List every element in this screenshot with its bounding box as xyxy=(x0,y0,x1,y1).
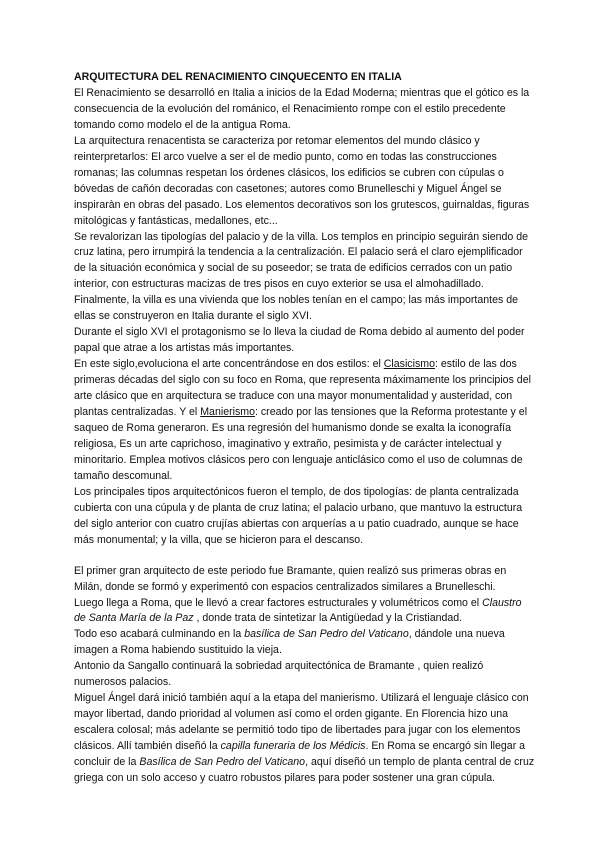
paragraph-gap xyxy=(74,549,536,564)
claustro-text-c: , donde trata de sintetizar la Antigüedad y la Cristiandad. xyxy=(193,612,463,625)
paragraph-sangallo: Antonio da Sangallo continuará la sobriedad arquitectónica de Bramante , quien realizó numerosos palacios. xyxy=(74,660,484,689)
miguel-text-e: , aquí diseñó un templo de planta central de cruz griega con un solo acceso y cuatro robustos pilares para poder sostener una gran cúpula. xyxy=(74,756,535,784)
basilica-title-2: Basílica de San Pedro del Vaticano xyxy=(139,756,306,769)
paragraph-basilica xyxy=(74,627,536,659)
basilica-text-c: , dándole una nueva imagen a Roma habiendo sustituido la vieja. xyxy=(74,628,505,657)
clasicismo-term: Clasicismo xyxy=(383,358,435,371)
miguel-text-c: . En Roma se encargó sin llegar a concluir de la xyxy=(74,740,526,769)
basilica-text-a: Todo eso acabará culminando en la xyxy=(74,628,245,641)
paragraph-characteristics: La arquitectura renacentista se caracteriza por retomar elementos del mundo clásico y reinterpretarlos: El arco vuelve a ser el de medio punto, como en todas las construcciones romanas; las columnas respetan los órdenes clásicos, los edificios se cubren con cúpulas o bóvedas de cañón decoradas con casetones; autores como Brunelleschi y Miguel Ángel se inspiraràn en obras del pasado. Los elementos decorativos son los grutescos, guirnaldas, figuras mitológicas y fantásticas, medallones, etc... xyxy=(74,134,530,227)
document-title: ARQUITECTURA DEL RENACIMIENTO CINQUECENTO EN ITALIA xyxy=(74,71,402,83)
miguel-text-a: Miguel Ángel dará inició también aquí a la etapa del manierismo. Utilizará el lenguaje clásico con mayor libertad, dando prioridad al volumen así como el orden gigante. En Florencia hizo una escalera colosal; más adelante se permitió todo tipo de libertades para jugar con los elementos clásicos. Allí también diseñó la xyxy=(74,692,529,753)
paragraph-typologies: Se revalorizan las tipologías del palacio y de la villa. Los templos en principio seguirán siendo de cruz latina, pero irrumpirá la tendencia a la centralización. El palacio será el claro ejemplificador de la situación económica y social de su poseedor; se trata de edificios cerrados con un patio interior, con estructuras macizas de tres pisos en cuyo exterior se usa el almohadillado. xyxy=(74,230,529,291)
claustro-title: Claustro de Santa María de la Paz xyxy=(74,596,522,625)
capilla-title: capilla funeraria de los Médicis xyxy=(220,740,366,753)
paragraph-architectural-types: Los principales tipos arquitectónicos fueron el templo, de dos tipologías: de planta centralizada cubierta con una cúpula y de planta de cruz latina; el palacio urbano, que mantuvo la estructura del siglo anterior con cuatro crujías abiertas con arquerías a u patio cuadrado, aunque se hace más monumental; y la villa, que se hicieron para el descanso. xyxy=(74,485,523,546)
paragraph-styles xyxy=(74,357,536,485)
paragraph-claustro xyxy=(74,596,536,628)
document-page xyxy=(74,70,536,787)
claustro-text-a: Luego llega a Roma, que le llevó a crear factores estructurales y volumétricos como el xyxy=(74,596,483,609)
paragraph-miguel-angel xyxy=(74,691,536,787)
paragraph-bramante: El primer gran arquitecto de este periodo fue Bramante, quien realizó sus primeras obras en Milán, donde se formó y experimentó con espacios centralizados similares a Brunelleschi. xyxy=(74,564,507,593)
styles-text-e: : creado por las tensiones que la Reforma protestante y el saqueo de Roma generaron. Es una regresión del humanismo donde se exalta la iconografía religiosa, Es un arte caprichoso, imaginativo y extraño, pesimista y de carácter intelectual y minoritario. Emplea motivos clásicos pero con lenguaje anticlásico como el uso de columnas de tamaño descomunal. xyxy=(74,406,528,482)
paragraph-rome: Durante el siglo XVI el protagonismo se lo lleva la ciudad de Roma debido al aumento del poder papal que atrae a los artistas más importantes. xyxy=(74,326,525,355)
styles-text-c: : estilo de las dos primeras décadas del siglo con su foco en Roma, que representa máximamente los principios del arte clásico que en arquitectura se traduce con una mayor monumentalidad y austeridad, con plantas centralizadas. Y el xyxy=(74,358,531,419)
styles-text-a: En este siglo,evoluciona el arte concentrándose en dos estilos: el xyxy=(74,358,384,371)
paragraph-villa: Finalmente, la villa es una vivienda que los nobles tenían en el campo; las más importantes de ellas se construyeron en Italia durante el siglo XVI. xyxy=(74,294,519,323)
manierismo-term: Manierismo xyxy=(200,406,255,419)
basilica-title: basílica de San Pedro del Vaticano xyxy=(244,628,409,641)
paragraph-intro: El Renacimiento se desarrolló en Italia a inicios de la Edad Moderna; mientras que el gótico es la consecuencia de la evolución del románico, el Renacimiento rompe con el estilo precedente tomando como modelo el de la antigua Roma. xyxy=(74,86,530,131)
